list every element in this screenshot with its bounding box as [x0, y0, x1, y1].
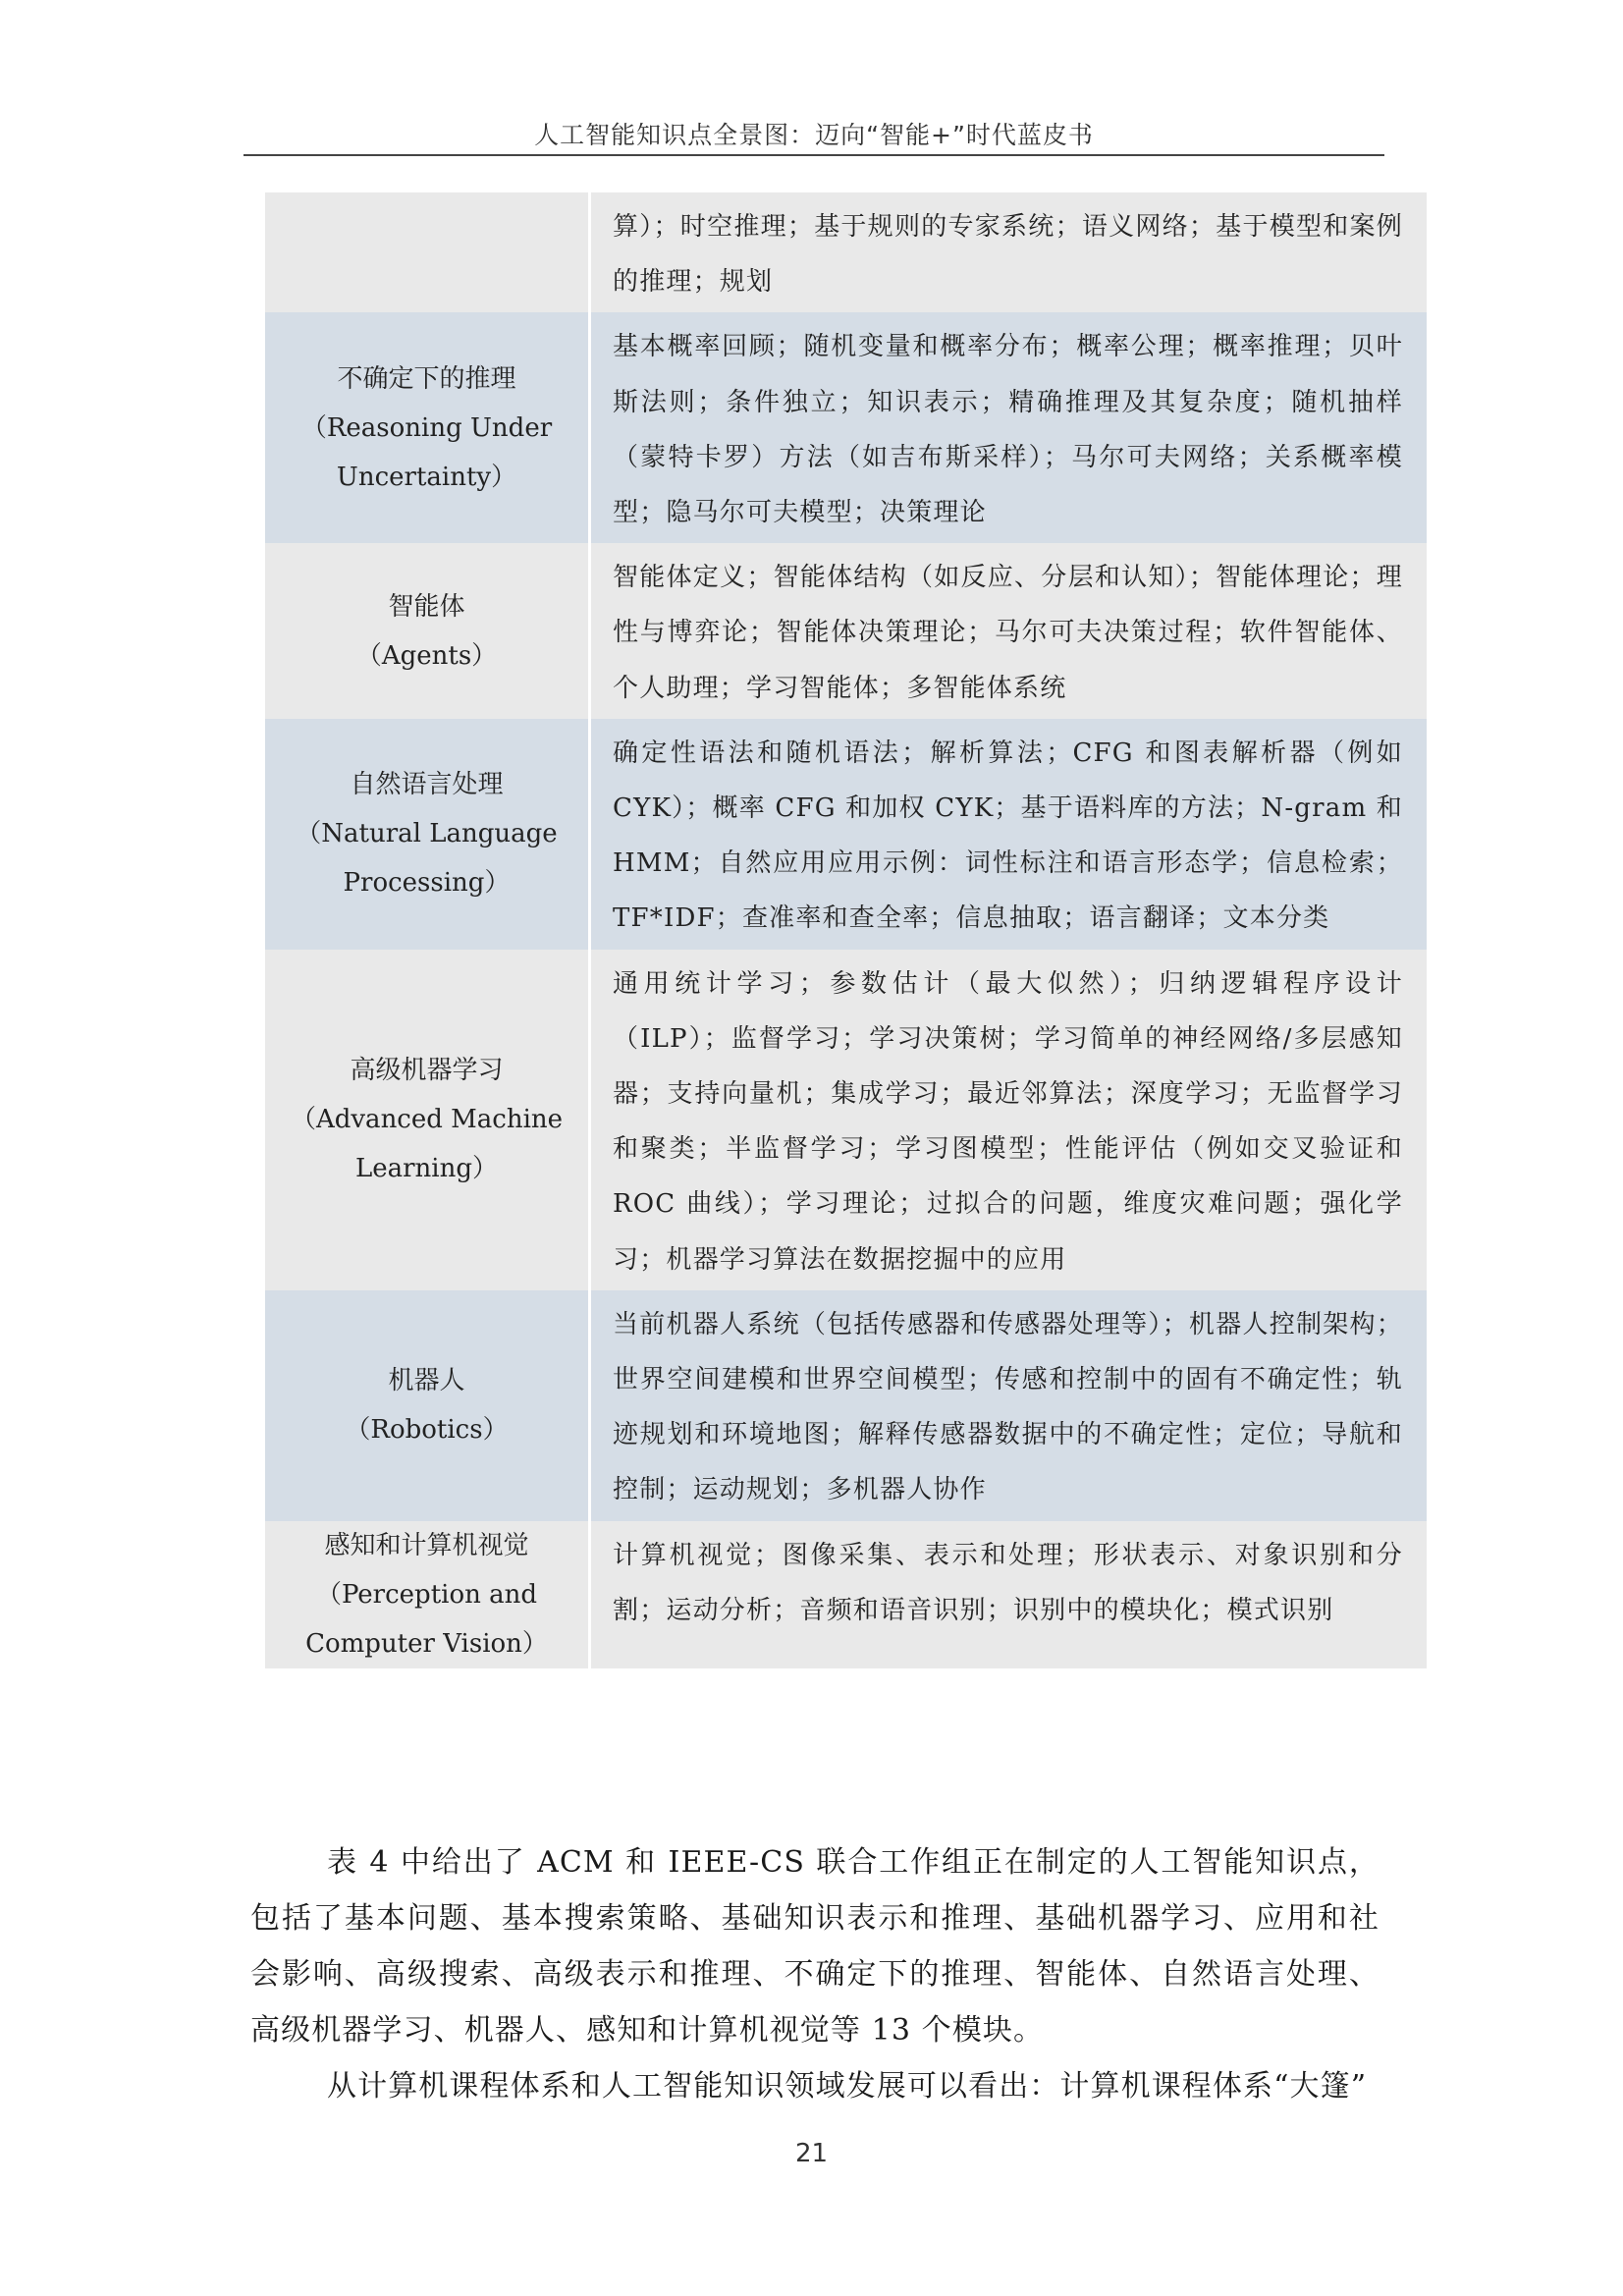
- module-name-cell: [265, 543, 590, 719]
- module-name-en: （Agents）: [355, 640, 498, 671]
- module-name-cell: [265, 192, 590, 312]
- body-paragraph: 表 4 中给出了 ACM 和 IEEE-CS 联合工作组正在制定的人工智能知识点，包括了基本问题、基本搜索策略、基础知识表示和推理、基础机器学习、应用和社会影响、高级搜索、高级表示和推理、不确定下的推理、智能体、自然语言处理、高级机器学习、机器人、感知和计算机视觉等 13 个模块。: [250, 1845, 1380, 2048]
- table-row: [265, 543, 1427, 719]
- table-row: [265, 719, 1427, 950]
- module-name-cn: 高级机器学习: [350, 1056, 504, 1086]
- header-rule: [243, 154, 1384, 156]
- module-name-en: （Perception and Computer Vision）: [305, 1579, 548, 1659]
- table-row: [265, 1290, 1427, 1521]
- running-header: 人工智能知识点全景图：迈向“智能+”时代蓝皮书: [534, 121, 1094, 149]
- module-name-cell: [265, 1521, 590, 1668]
- module-content: 通用统计学习；参数估计（最大似然）；归纳逻辑程序设计（ILP）；监督学习；学习决策树；学习简单的神经网络/多层感知器；支持向量机；集成学习；最近邻算法；深度学习；无监督学习和聚类；半监督学习；学习图模型；性能评估（例如交叉验证和 ROC 曲线）；学习理论；过拟合的问题，维度灾难问题；强化学习；机器学习算法在数据挖掘中的应用: [590, 950, 1428, 1290]
- module-content: 算）；时空推理；基于规则的专家系统；语义网络；基于模型和案例的推理；规划: [590, 192, 1428, 312]
- module-name-cell: [265, 312, 590, 543]
- table-row: [265, 950, 1427, 1290]
- module-content: 智能体定义；智能体结构（如反应、分层和认知）；智能体理论；理性与博弈论；智能体决策理论；马尔可夫决策过程；软件智能体、个人助理；学习智能体；多智能体系统: [590, 543, 1428, 719]
- module-content: 基本概率回顾；随机变量和概率分布；概率公理；概率推理；贝叶斯法则；条件独立；知识表示；精确推理及其复杂度；随机抽样（蒙特卡罗）方法（如吉布斯采样）；马尔可夫网络；关系概率模型；隐马尔可夫模型；决策理论: [590, 312, 1428, 543]
- module-content: 计算机视觉；图像采集、表示和处理；形状表示、对象识别和分割；运动分析；音频和语音识别；识别中的模块化；模式识别: [590, 1521, 1428, 1668]
- table-row: [265, 1521, 1427, 1668]
- module-name-cell: [265, 1290, 590, 1521]
- module-name-cn: 自然语言处理: [350, 770, 504, 800]
- module-name-cn: 智能体: [388, 591, 465, 622]
- body-paragraph: 从计算机课程体系和人工智能知识领域发展可以看出：计算机课程体系“大篷”: [327, 2069, 1368, 2104]
- module-name-cn: 机器人: [388, 1366, 465, 1396]
- module-content: 当前机器人系统（包括传感器和传感器处理等）；机器人控制架构；世界空间建模和世界空间模型；传感和控制中的固有不确定性；轨迹规划和环境地图；解释传感器数据中的不确定性；定位；导航和控制；运动规划；多机器人协作: [590, 1290, 1428, 1521]
- table-row: [265, 192, 1427, 312]
- module-name-cell: [265, 950, 590, 1290]
- module-name-cell: [265, 719, 590, 950]
- page-number: 21: [794, 2139, 829, 2168]
- module-name-en: （Advanced Machine Learning）: [290, 1105, 564, 1184]
- module-name-en: （Natural Language Processing）: [296, 819, 558, 899]
- knowledge-table: [265, 192, 1427, 1668]
- module-content: 确定性语法和随机语法；解析算法；CFG 和图表解析器（例如 CYK）；概率 CFG 和加权 CYK；基于语料库的方法；N-gram 和 HMM；自然应用应用示例：词性标注和语言形态学；信息检索；TF*IDF；查准率和查全率；信息抽取；语言翻译；文本分类: [590, 719, 1428, 950]
- module-name-cn: 不确定下的推理: [337, 363, 516, 394]
- module-name-en: （Robotics）: [345, 1415, 509, 1446]
- table-row: [265, 312, 1427, 543]
- module-name-cn: 感知和计算机视觉: [324, 1530, 529, 1560]
- module-name-en: （Reasoning Under Uncertainty）: [300, 412, 553, 492]
